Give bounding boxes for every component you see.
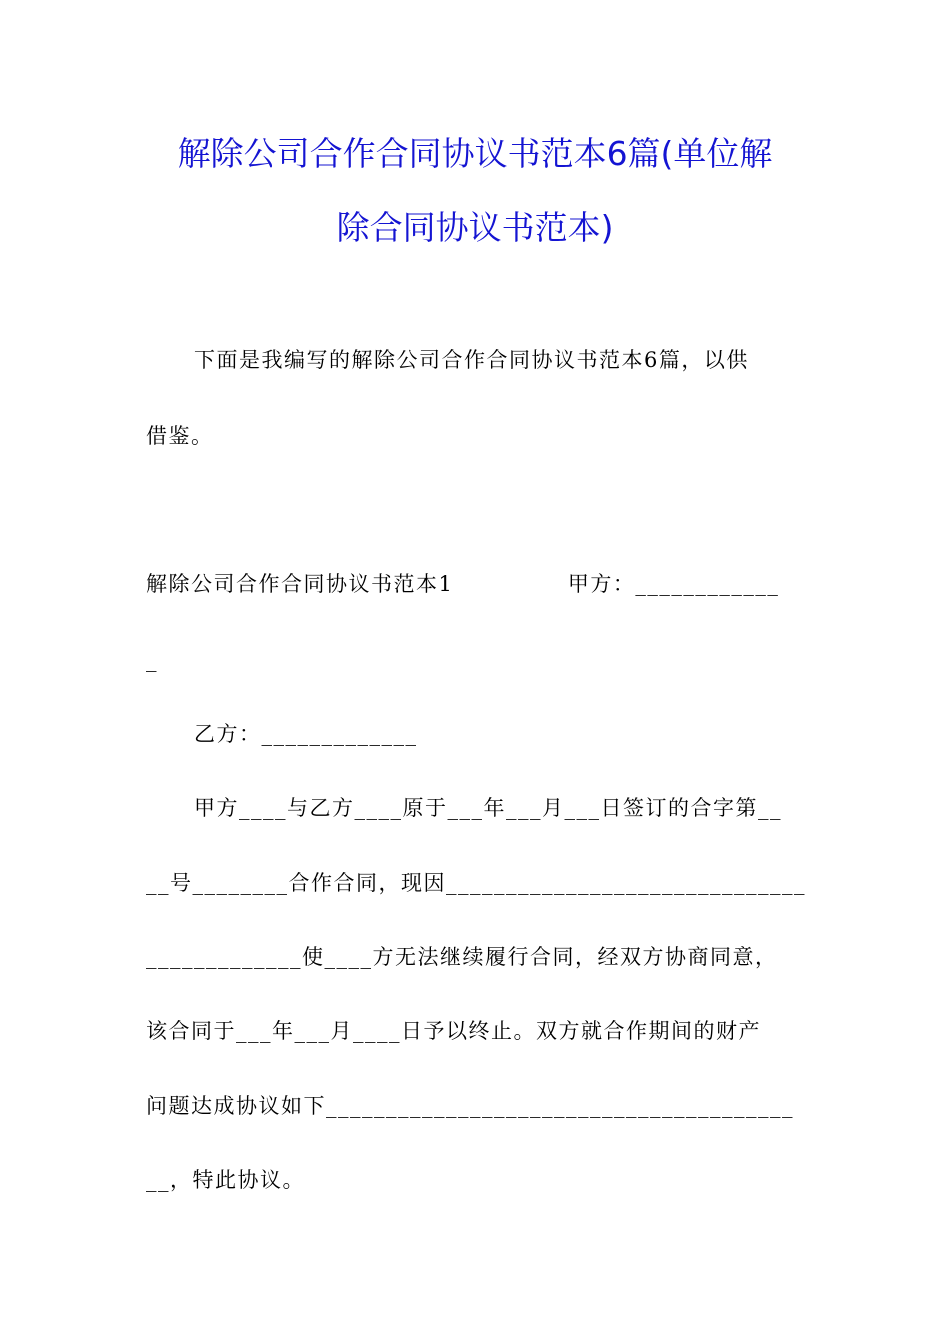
body-line-2: __号________合作合同，现因______________________________ <box>146 871 806 895</box>
intro-line-1: 下面是我编写的解除公司合作合同协议书范本6篇，以供 <box>194 348 749 372</box>
body-line-1: 甲方____与乙方____原于___年___月___日签订的合字第__ <box>194 796 782 820</box>
section1-heading: 解除公司合作合同协议书范本1 甲方：____________ <box>146 572 780 596</box>
body-line-3: _____________使____方无法继续履行合同，经双方协商同意， <box>146 945 778 969</box>
document-title-line-1: 解除公司合作合同协议书范本6篇(单位解 <box>177 134 773 173</box>
body-line-4: 该合同于___年___月____日予以终止。双方就合作期间的财产 <box>146 1019 761 1043</box>
body-line-5: 问题达成协议如下_______________________________________ <box>146 1094 794 1118</box>
document-title-line-2: 除合同协议书范本) <box>336 208 614 247</box>
intro-line-2: 借鉴。 <box>146 424 214 448</box>
party-b-line: 乙方：_____________ <box>194 722 418 746</box>
body-line-6: __，特此协议。 <box>146 1168 305 1192</box>
section1-heading-cont: _ <box>146 648 158 672</box>
